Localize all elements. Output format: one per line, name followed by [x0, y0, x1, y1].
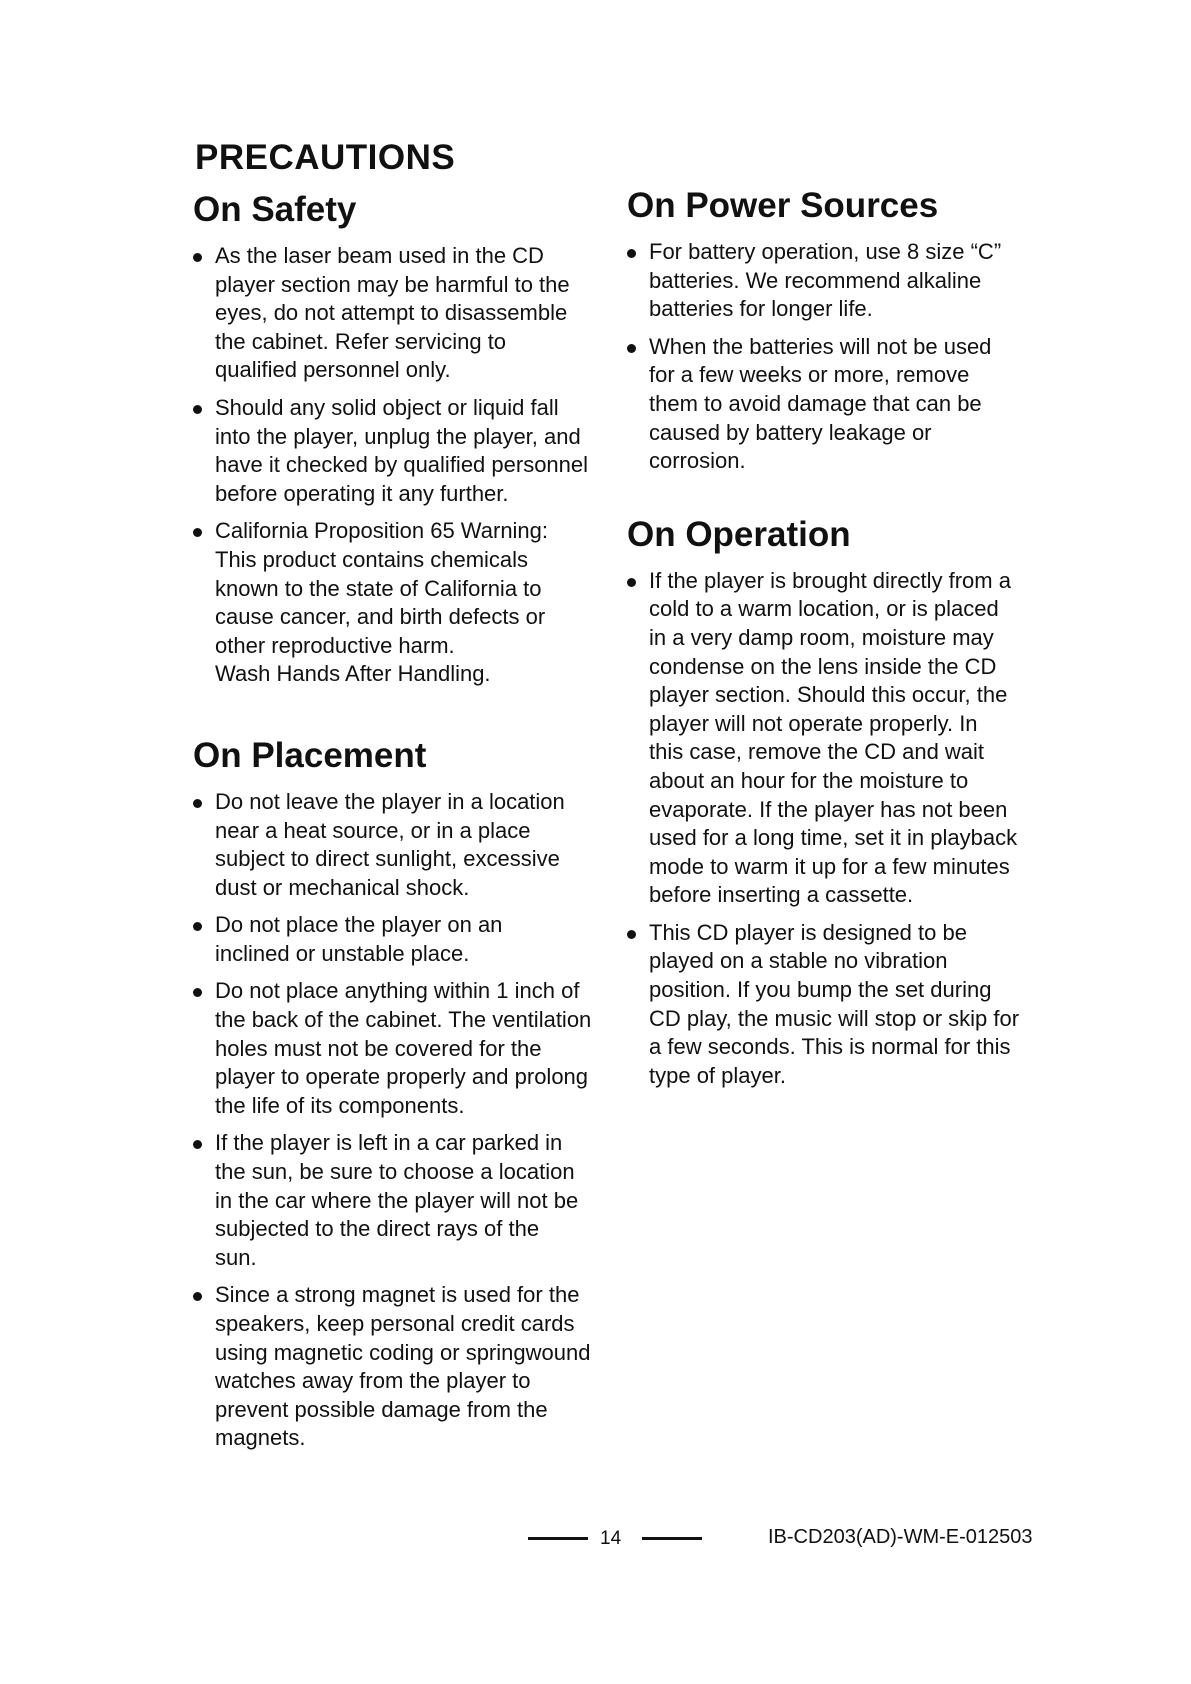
bullet-item	[193, 1129, 607, 1272]
bullet-text-line: Do not place anything within 1 inch of	[215, 978, 580, 1004]
bullet-text-line: subject to direct sunlight, excessive	[215, 846, 560, 872]
bullet-text-line: holes must not be covered for the	[215, 1035, 542, 1061]
bullet-dot-icon	[193, 799, 202, 808]
section-on-placement	[193, 732, 607, 1453]
bullet-text-line: Since a strong magnet is used for the	[215, 1282, 580, 1308]
bullet-text-line: before inserting a cassette.	[649, 882, 914, 908]
bullet-text-line: player will not operate properly. In	[649, 710, 978, 736]
section-on-operation	[627, 511, 1041, 1091]
bullet-text-line: position. If you bump the set during	[649, 977, 992, 1003]
section-title-power: On Power Sources	[627, 186, 939, 225]
bullet-text-line: qualified personnel only.	[215, 357, 451, 383]
bullet-text-line: When the batteries will not be used	[649, 333, 992, 359]
bullet-list-operation	[627, 567, 1041, 1091]
bullet-text-line: California Proposition 65 Warning:	[215, 518, 549, 544]
bullet-dot-icon	[193, 528, 202, 537]
section-title-operation: On Operation	[627, 514, 851, 554]
bullet-text-line: Should any solid object or liquid fall	[215, 394, 559, 420]
bullet-text-line: the back of the cabinet. The ventilation	[215, 1007, 592, 1033]
bullet-text-line: for a few weeks or more, remove	[649, 362, 970, 388]
page-number: 14	[600, 1528, 622, 1549]
bullet-dot-icon	[627, 249, 636, 258]
section-on-safety	[193, 186, 607, 689]
bullet-item	[193, 242, 607, 385]
bullet-text-line: This CD player is designed to be	[649, 919, 967, 945]
bullet-text-line: this case, remove the CD and wait	[649, 739, 985, 765]
bullet-text-line: have it checked by qualified personnel	[215, 452, 589, 478]
bullet-list-safety	[193, 242, 607, 689]
bullet-text-line: inclined or unstable place.	[215, 940, 470, 966]
bullet-text-line: dust or mechanical shock.	[215, 874, 470, 900]
bullet-dot-icon	[193, 1292, 202, 1301]
bullet-item	[193, 911, 607, 968]
bullet-item	[627, 567, 1041, 910]
bullet-text-line: If the player is left in a car parked in	[215, 1130, 563, 1156]
bullet-text-line: corrosion.	[649, 448, 746, 474]
bullet-text-line: cold to a warm location, or is placed	[649, 596, 999, 622]
bullet-text-line: other reproductive harm.	[215, 632, 455, 658]
bullet-text-line: Wash Hands After Handling.	[215, 661, 491, 687]
bullet-item	[193, 977, 607, 1120]
section-title-safety: On Safety	[193, 190, 357, 229]
bullet-text-line: the cabinet. Refer servicing to	[215, 328, 507, 354]
bullet-text-line: near a heat source, or in a place	[215, 817, 531, 843]
bullet-text-line: subjected to the direct rays of the	[215, 1216, 540, 1242]
bullet-text-line: player to operate properly and prolong	[215, 1064, 589, 1090]
bullet-item	[627, 919, 1041, 1091]
bullet-item	[193, 788, 607, 902]
bullet-text-line: evaporate. If the player has not been	[649, 796, 1008, 822]
bullet-text-line: player section may be harmful to the	[215, 271, 570, 297]
bullet-text-line: known to the state of California to	[215, 575, 542, 601]
section-title-placement: On Placement	[193, 735, 427, 775]
left-column	[193, 186, 607, 1462]
bullet-item	[193, 1281, 607, 1453]
section-on-power-sources	[627, 182, 1041, 476]
bullet-text-line: cause cancer, and birth defects or	[215, 604, 546, 630]
bullet-dot-icon	[193, 405, 202, 414]
bullet-text-line: about an hour for the moisture to	[649, 767, 969, 793]
bullet-text-line: used for a long time, set it in playback	[649, 825, 1018, 851]
bullet-text-line: Do not place the player on an	[215, 912, 503, 938]
bullet-dot-icon	[193, 922, 202, 931]
bullet-text-line: a few seconds. This is normal for this	[649, 1034, 1011, 1060]
bullet-text-line: Do not leave the player in a location	[215, 788, 565, 814]
bullet-text-line: them to avoid damage that can be	[649, 390, 982, 416]
bullet-text-line: in a very damp room, moisture may	[649, 624, 994, 650]
bullet-text-line: If the player is brought directly from a	[649, 567, 1011, 593]
bullet-text-line: speakers, keep personal credit cards	[215, 1311, 575, 1336]
document-code: IB-CD203(AD)-WM-E-012503	[768, 1526, 1033, 1548]
bullet-text-line: using magnetic coding or springwound	[215, 1339, 591, 1365]
bullet-text-line: played on a stable no vibration	[649, 948, 948, 974]
bullet-dot-icon	[627, 930, 636, 939]
bullet-dot-icon	[193, 253, 202, 262]
bullet-text-line: For battery operation, use 8 size “C”	[649, 239, 1002, 264]
bullet-dot-icon	[193, 988, 202, 997]
bullet-text-line: eyes, do not attempt to disassemble	[215, 300, 568, 326]
bullet-text-line: This product contains chemicals	[215, 546, 529, 572]
bullet-text-line: batteries for longer life.	[649, 296, 873, 322]
bullet-text-line: CD play, the music will stop or skip for	[649, 1005, 1020, 1031]
bullet-text-line: As the laser beam used in the CD	[215, 243, 544, 268]
bullet-list-power	[627, 238, 1041, 476]
bullet-dot-icon	[627, 578, 636, 587]
bullet-text-line: watches away from the player to	[215, 1368, 531, 1394]
bullet-text-line: condense on the lens inside the CD	[649, 653, 997, 679]
bullet-text-line: the life of its components.	[215, 1092, 465, 1118]
bullet-text-line: mode to warm it up for a few minutes	[649, 853, 1010, 879]
bullet-list-placement	[193, 788, 607, 1453]
bullet-dot-icon	[627, 344, 636, 353]
bullet-text-line: prevent possible damage from the	[215, 1396, 548, 1422]
bullet-item	[193, 517, 607, 689]
footer-rule-right	[642, 1537, 702, 1540]
bullet-text-line: the sun, be sure to choose a location	[215, 1159, 575, 1185]
right-column	[627, 182, 1041, 1099]
bullet-item	[627, 333, 1041, 476]
bullet-dot-icon	[193, 1140, 202, 1149]
bullet-text-line: sun.	[215, 1244, 257, 1270]
bullet-text-line: magnets.	[215, 1425, 306, 1451]
bullet-item	[193, 394, 607, 508]
bullet-text-line: before operating it any further.	[215, 480, 509, 506]
bullet-item	[627, 238, 1041, 324]
footer-rule-left	[528, 1537, 588, 1540]
bullet-text-line: type of player.	[649, 1062, 786, 1088]
bullet-text-line: player section. Should this occur, the	[649, 682, 1008, 708]
page-title: PRECAUTIONS	[195, 138, 456, 177]
bullet-text-line: batteries. We recommend alkaline	[649, 267, 982, 293]
bullet-text-line: into the player, unplug the player, and	[215, 423, 581, 449]
bullet-text-line: in the car where the player will not be	[215, 1187, 579, 1213]
bullet-text-line: caused by battery leakage or	[649, 419, 932, 445]
